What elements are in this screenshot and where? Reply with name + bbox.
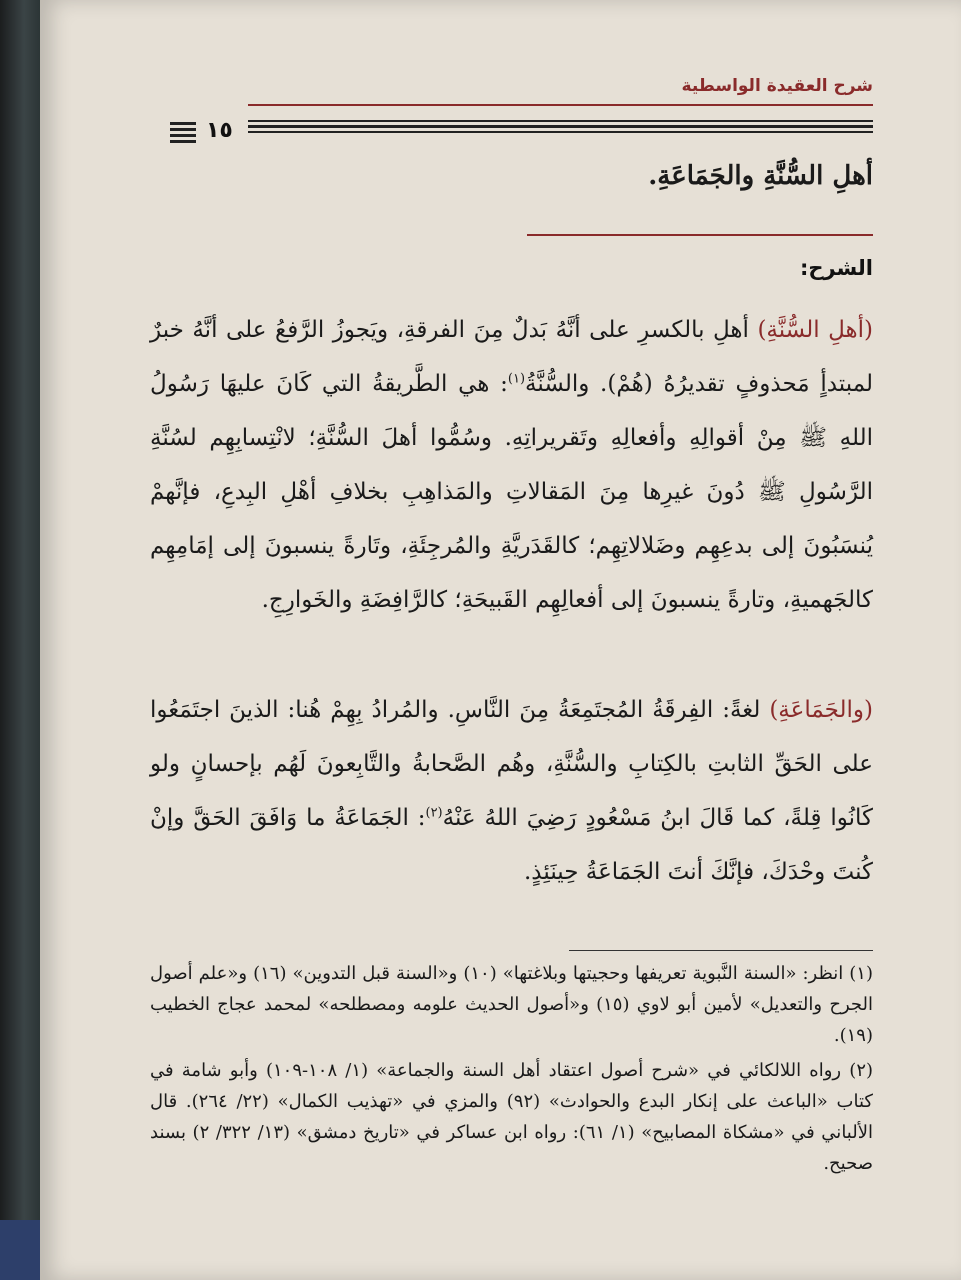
page-ornament-bars xyxy=(170,122,196,146)
paragraph-text: : هي الطَّريقةُ التي كَانَ عليهَا رَسُولُ اللهِ ﷺ مِنْ أقوالِهِ وأفعالِهِ وتَقريراتِهِ. وسُمُّوا أهلَ السُّنَّةِ؛ لانْتِسابِهِم لسُنَّةِ الرَّسُولِ ﷺ دُونَ غيرِها مِنَ المَقالاتِ والمَذاهِبِ بخلافِ أهْلِ البِدعِ، فإنَّهمْ يُنسَبُونَ إلى بدعِهِم وضَلالاتِهِم؛ كالقَدَريَّةِ والمُرجِئَةِ، وتَارةً ينسبونَ إلى إمَامِهِم كالجَهميةِ، وتارةً ينسبونَ إلى أفعالِهِم القَبيحَةِ؛ كالرَّافِضَةِ والخَوارِجِ. xyxy=(150,371,873,613)
footnote-divider xyxy=(569,950,873,951)
running-header-title: شرح العقيدة الواسطية xyxy=(681,76,873,96)
matn-text: أهلِ السُّنَّةِ والجَمَاعَةِ. xyxy=(648,161,873,191)
sharh-heading: الشرح: xyxy=(799,256,873,280)
footnote-mark-1[interactable]: (١) xyxy=(507,371,526,387)
footnotes xyxy=(150,958,873,1183)
matn-divider xyxy=(527,234,873,236)
paragraph-text: : الجَمَاعَةُ ما وَافَقَ الحَقَّ وإنْ كُنتَ وحْدَكَ، فإنَّكَ أنتَ الجَمَاعَةُ حِينَئِذٍ. xyxy=(150,805,873,885)
paragraph-text: أهلِ بالكسرِ على أنَّهُ بَدلٌ مِنَ الفرقةِ، ويَجوزُ الرَّفعُ على أنَّهُ خبرٌ لمبتدأٍ مَحذوفٍ تقديرُهُ (هُمْ). والسُّنَّةُ xyxy=(150,317,873,397)
footnote-1: (١) انظر: «السنة النَّبوية تعريفها وحجيتها وبلاغتها» (١٠) و«السنة قبل التدوين» (١٦) و«علم أصول الجرح والتعديل» لأمين أبو لاوي (١٥) و«أصول الحديث علومه ومصطلحه» لمحمد عجاج الخطيب (١٩). xyxy=(150,963,873,1046)
paragraph-ahl-sunnah xyxy=(150,303,873,627)
paragraph-text: لغةً: الفِرقَةُ المُجتَمِعَةُ مِنَ النَّاسِ. والمُرادُ بِهِمْ هُنا: الذينَ اجتَمَعُوا على الحَقِّ الثابتِ بالكِتابِ والسُّنَّةِ، وهُم الصَّحابةُ والتَّابِعونَ لَهُم بإحسانٍ ولو كَانُوا قِلةً، كما قَالَ ابنُ مَسْعُودٍ رَضِيَ اللهُ عَنْهُ xyxy=(150,697,873,831)
page-ornament-lines xyxy=(248,120,873,136)
paragraph-jamaah xyxy=(150,683,873,899)
background-object xyxy=(0,1220,40,1280)
page-number-row xyxy=(170,118,873,144)
book-spine xyxy=(0,0,40,1280)
header-rule xyxy=(248,104,873,106)
keyword-jamaah: (والجَمَاعَةِ) xyxy=(769,697,873,723)
page-number: ١٥ xyxy=(206,118,233,143)
keyword-ahl-sunnah: (أهلِ السُّنَّةِ) xyxy=(757,317,874,343)
footnote-mark-2[interactable]: (٢) xyxy=(425,805,443,821)
footnote-2: (٢) رواه اللالكائي في «شرح أصول اعتقاد أهل السنة والجماعة» (١/ ١٠٨-١٠٩) وأبو شامة في كتاب «الباعث على إنكار البدع والحوادث» (٩٢) والمزي في «تهذيب الكمال» (٢٢/ ٢٦٤). قال الألباني في «مشكاة المصابيح» (١/ ٦١): رواه ابن عساكر في «تاريخ دمشق» (١٣/ ٣٢٢/ ٢) بسند صحيح. xyxy=(150,1060,874,1174)
